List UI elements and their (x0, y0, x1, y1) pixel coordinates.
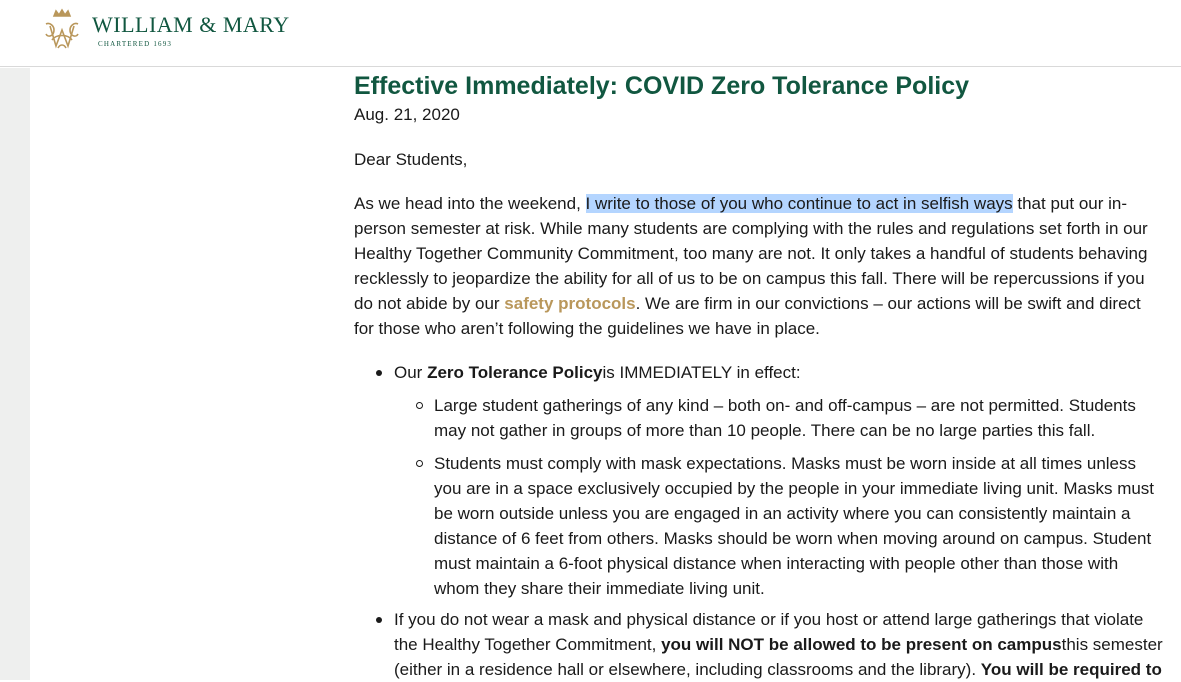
safety-protocols-link[interactable]: safety protocols (504, 294, 636, 313)
paragraph-intro (354, 191, 1164, 341)
article-title: Effective Immediately: COVID Zero Tolerance Policy (354, 72, 970, 100)
list-item (354, 607, 1164, 682)
policy-list (354, 360, 1164, 682)
article-content (354, 68, 1164, 682)
text-segment: that put our in-person semester at risk. While many students are complying with the rules and regulations set forth in our Healthy Together Community Commitment, too many are not. It only takes a handful of students behaving recklessly to jeopardize the ability for all of us to be on campus this fall. There will be repercussions if you do not abide by our (354, 194, 1148, 313)
article-date: Aug. 21, 2020 (354, 105, 460, 124)
sub-list-item: Students must comply with mask expectations. Masks must be worn inside at all times unless you are in a space exclusively occupied by the people in your immediate living unit. Masks must be worn outside unless you are engaged in an activity where you can consistently maintain a distance of 6 feet from others. Masks should be worn when moving around on campus. Student must maintain a 6-foot physical distance when interacting with people other than those with whom they share their immediate living unit. (394, 451, 1164, 601)
bold-text: you will NOT be allowed to be present on campus (661, 635, 1062, 654)
cypher-crest-icon (40, 8, 84, 52)
site-header (0, 0, 1181, 67)
list-item (354, 360, 1164, 601)
logo-tagline: CHARTERED 1693 (98, 39, 173, 48)
left-sidebar (0, 68, 30, 680)
text-segment: is IMMEDIATELY in effect: (602, 363, 801, 382)
text-segment: Our (394, 363, 428, 382)
bold-text: You will be required to (980, 660, 1162, 679)
bold-text: Zero Tolerance Policy (427, 363, 603, 382)
selected-text: I write to those of you who continue to act in selfish ways (585, 194, 1013, 213)
sub-list (394, 393, 1164, 601)
text-segment: this semester (either in a residence hall or elsewhere, including classrooms and the library). (394, 635, 1163, 679)
text-segment: If you do not wear a mask and physical distance or if you host or attend large gatherings that violate the Healthy Together Commitment, (394, 610, 1144, 654)
university-logo[interactable] (40, 8, 290, 52)
text-segment: . We are firm in our convictions – our actions will be swift and direct for those who aren’t following the guidelines we have in place. (354, 294, 1141, 338)
greeting: Dear Students, (354, 150, 468, 169)
sub-list-item: Large student gatherings of any kind – both on- and off-campus – are not permitted. Students may not gather in groups of more than 10 people. There can be no large parties this fall. (394, 393, 1164, 443)
logo-wordmark: WILLIAM & MARY (92, 11, 290, 37)
text-segment: As we head into the weekend, (354, 194, 586, 213)
